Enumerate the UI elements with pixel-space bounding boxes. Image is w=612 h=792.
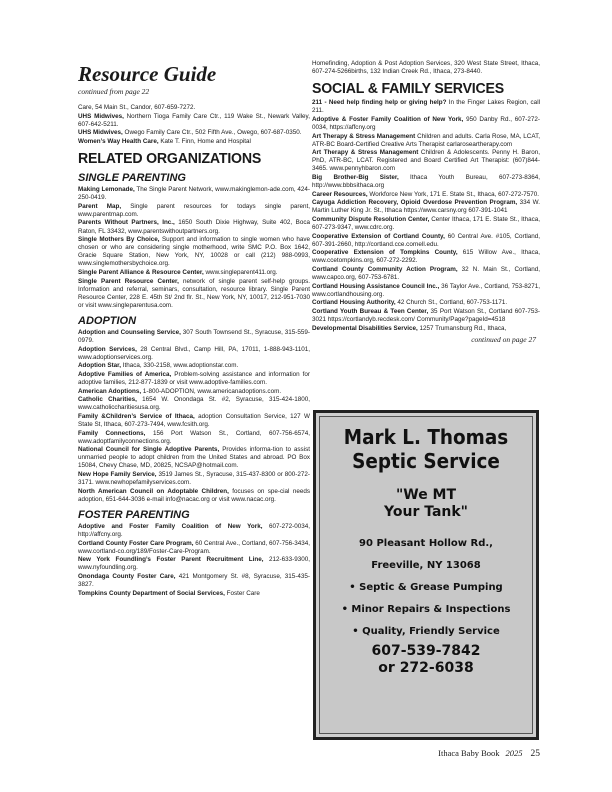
resource-entry — [312, 199, 540, 215]
resource-entry — [78, 446, 310, 470]
ad-phone-secondary: or 272-6038 — [378, 660, 474, 676]
resource-entry-name: Single Parent Alliance & Resource Center, — [78, 269, 204, 276]
resource-entry-details: 607-272-0034, http://affcny.org. — [78, 522, 311, 539]
resource-entry-details: Children and adults. Carla Rose, MA, LCAT, ATR-BC Board-Certified Creative Arts Therapist carlaroseartherapy.com — [312, 132, 540, 148]
resource-entry — [312, 60, 540, 76]
ad-bullet-quality: • Quality, Friendly Service — [352, 626, 500, 637]
resource-entry-details: 212-633-9300, www.nyfoundling.org. — [78, 556, 310, 572]
resource-entry-name: New Hope Family Service, — [78, 471, 157, 479]
resource-entry-name: Adoptive & Foster Family Coalition of New York, — [312, 115, 464, 123]
page-footer — [380, 748, 540, 759]
resource-entry — [78, 269, 310, 277]
resource-entry-details: 42 Church St., Cortland, 607-753-1171. — [395, 299, 508, 307]
resource-entry-name: Art Therapy & Stress Management — [312, 149, 419, 157]
ad-inner-panel — [319, 416, 533, 734]
resource-entry-name: Cortland County Community Action Program, — [312, 266, 458, 274]
resource-entry-name: North American Council on Adoptable Children, — [78, 487, 229, 495]
page-number: 25 — [530, 749, 540, 759]
resource-entry-name: Cooperative Extension of Tompkins County, — [312, 249, 458, 257]
resource-entry — [312, 249, 540, 265]
ad-city: Freeville, NY 13068 — [371, 560, 481, 571]
resource-entry-name: Family Connections, — [78, 429, 146, 437]
adoption-heading: ADOPTION — [78, 314, 137, 327]
resource-entry-name: National Council for Single Adoptive Parents, — [78, 446, 220, 454]
resource-entry — [78, 413, 310, 429]
resource-entry-name: Cortland County Foster Care Program, — [78, 539, 194, 547]
resource-entry-name: Parents Without Partners, Inc., — [78, 219, 175, 227]
resource-entry — [312, 149, 540, 173]
resource-entry-name: Adoptive and Foster Family Coalition of New York, — [78, 522, 263, 530]
resource-entry-details: www.singleparent411.org. — [203, 269, 278, 276]
left-top-entries — [78, 104, 310, 146]
single-parenting-heading: SINGLE PARENTING — [78, 172, 186, 185]
resource-entry-name: Adoptive Families of America, — [78, 370, 172, 378]
resource-entry-name: UHS Midwives, — [78, 112, 124, 120]
resource-entry-details: Problem-solving assistance and information for adoptive families, 212-877-1839 or visit www.adoptive-families.com. — [78, 370, 310, 387]
social-services-list — [312, 99, 540, 333]
resource-entry — [78, 523, 310, 539]
resource-entry-details: 28 Central Blvd., Camp Hill, PA, 17011, 1-888-943-1101, www.adoptionservices.org. — [78, 345, 310, 361]
resource-entry-name: 211 - Need help finding help or giving help? — [312, 99, 447, 107]
resource-entry — [78, 113, 310, 129]
resource-entry — [78, 471, 310, 487]
resource-entry-details: Support and information to single women who have chosen or who are considering single motherhood, write SMC P.O. Box 1642, Gracie Square Station, New York, NY, 10028 or call (212) 988-0993, www.singlemothersbychoice.org. — [78, 236, 310, 268]
resource-entry-name: Cayuga Addiction Recovery, Opioid Overdose Prevention Program, — [312, 199, 518, 207]
ad-bullet-repairs: • Minor Repairs & Inspections — [341, 604, 511, 615]
resource-entry — [78, 203, 310, 219]
resource-entry — [312, 116, 540, 132]
ad-phone-primary: 607-539-7842 — [371, 643, 481, 659]
resource-entry-details: Provides informa-tion to assist unmarried people to adopt children from the United States and abroad. PO Box 15084, Chevy Chase, MD, 20825, NCSAP@hotmail.com. — [78, 446, 311, 470]
resource-entry-details: 3519 James St., Syracuse, 315-437-8300 or 800-272-3171. www.newhopefamilyservices.com. — [78, 471, 310, 487]
right-column — [312, 60, 540, 344]
resource-entry-name: Cooperative Extension of Cortland County, — [312, 232, 445, 240]
resource-entry — [312, 325, 540, 333]
resource-entry-details: Ithaca, 330-2158, www.adoptionstar.com. — [121, 362, 239, 370]
resource-entry — [78, 388, 310, 396]
adoption-list — [78, 329, 310, 504]
resource-entry — [78, 556, 310, 572]
resource-entry-name: Cortland Housing Authority, — [312, 299, 396, 307]
right-top-entries — [312, 60, 540, 76]
resource-entry-details: 1-800-ADOPTION, www.americanadoptions.com. — [141, 387, 282, 395]
resource-entry-details: network of single parent self-help groups. Information and referral, seminars, consultation, resource library. Single Parent Resource Center, 228 E. 45th St/ 2nd flr. St., New York, NY, 10017, 212-951-7030 or visit www.singleparentusa.com. — [78, 277, 310, 309]
social-family-services-heading: SOCIAL & FAMILY SERVICES — [312, 80, 505, 98]
resource-entry-details: 307 South Townsend St., Syracuse, 315-559-0979. — [78, 328, 310, 345]
resource-entry — [312, 283, 540, 299]
resource-entry — [78, 278, 310, 310]
resource-entry-name: Cortland Housing Assistance Council Inc., — [312, 282, 440, 290]
resource-entry-name: Women’s Way Health Care, — [78, 137, 159, 145]
resource-entry — [78, 430, 310, 446]
resource-entry-name: Adoption Services, — [78, 345, 137, 353]
resource-entry-details: Ithaca Youth Bureau, 607-273-8364, http://www.bbbsithaca.org — [312, 174, 540, 190]
foster-parenting-heading: FOSTER PARENTING — [78, 508, 190, 521]
resource-entry — [78, 219, 310, 235]
resource-entry-details: 36 Taylor Ave., Cortland, 753-8271, www.cortlandhousing.org. — [312, 282, 540, 298]
resource-entry-name: Adoption Star, — [78, 362, 122, 370]
resource-entry — [78, 362, 310, 370]
resource-entry — [78, 371, 310, 387]
resource-entry-name: Adoption and Counseling Service, — [78, 328, 181, 336]
resource-entry — [312, 216, 540, 232]
resource-entry-name: Tompkins County Department of Social Services, — [78, 589, 225, 597]
resource-entry-name: New York Foundling’s Foster Parent Recruitment Line, — [78, 556, 264, 564]
resource-entry-details: 950 Danby Rd., 607-272-0034, https://affcny.org — [312, 115, 540, 131]
footer-year: 2025 — [505, 748, 523, 758]
resource-entry-name: Onondaga County Foster Care, — [78, 573, 176, 580]
resource-entry — [78, 488, 310, 504]
resource-entry-name: Catholic Charities, — [78, 396, 137, 404]
resource-entry-name: Art Therapy & Stress Management — [312, 132, 416, 140]
resource-entry-details: Center Ithaca, 171 E. State St., Ithaca, 607-273-9347, www.cdrc.org. — [312, 216, 540, 232]
resource-entry-details: 32 N. Main St., Cortland, www.capco.org, 607-753-6781. — [312, 266, 540, 282]
resource-entry — [312, 299, 540, 307]
resource-entry-name: Single Mothers By Choice, — [78, 236, 160, 244]
resource-entry-details: 1650 South Dixie Highway, Suite 402, Boca Raton, FL 33432, www.parentswithoutpartners.org. — [78, 219, 310, 235]
resource-entry-name: Making Lemonade, — [78, 186, 135, 194]
resource-entry-details: Single parent resources for todays single parent, www.parentmap.com. — [78, 202, 310, 218]
page-title: Resource Guide — [78, 62, 217, 86]
resource-entry — [312, 266, 540, 282]
resource-entry-name: UHS Midwives, — [78, 129, 123, 137]
continued-on-note: continued on page 27 — [471, 334, 536, 344]
resource-entry — [312, 191, 540, 199]
resource-entry-name: Community Dispute Resolution Center, — [312, 216, 430, 223]
resource-entry — [312, 174, 540, 190]
resource-entry — [78, 138, 310, 146]
resource-entry-details: 60 Central Ave. #105, Cortland, 607-391-2660, http://cortland.cce.cornell.edu. — [312, 232, 541, 248]
resource-entry-details: 421 Montgomery St. #8, Syracuse, 315-435-3827. — [78, 573, 310, 589]
resource-entry-details: Foster Care — [224, 589, 260, 597]
resource-entry-details: 1257 Trumansburg Rd., Ithaca, — [417, 324, 507, 332]
resource-entry-name: Single Parent Resource Center, — [78, 277, 179, 285]
continued-from-note: continued from page 22 — [78, 87, 150, 96]
resource-entry-name: Parent Map, — [78, 202, 122, 210]
resource-entry-details: 156 Port Watson St., Cortland, 607-756-6574, www.adoptfamilyconnections.org. — [78, 429, 310, 445]
footer-book-title: Ithaca Baby Book — [438, 748, 500, 758]
ad-service-title: Septic Service — [352, 449, 500, 473]
resource-entry — [78, 236, 310, 268]
resource-entry-details: focuses on spe-cial needs adoption, 651-644-3036 e-mail info@nacac.org or visit www.nacac.org. — [78, 487, 310, 503]
resource-entry-name: American Adoptions, — [78, 387, 142, 395]
resource-entry — [78, 396, 310, 412]
resource-entry-details: The Single Parent Network, www.makinglemon-ade.com, 424-250-0419. — [78, 186, 310, 202]
resource-entry-details: adoption Consultation Service, 127 W State St, Ithaca, 607-273-7494, www.fcsith.org. — [78, 412, 310, 428]
resource-entry — [78, 346, 310, 362]
resource-entry-details: Northern Tioga Family Care Ctr., 119 Wake St., Newark Valley, 607-642-5211. — [78, 112, 310, 128]
resource-entry-details: Children & Adolescents. Penny H. Baron, PhD, ATR-BC, LCAT. Registered and Board Certified Art Therapist: (607)844-3465. www.pennyhbaron.com — [312, 149, 540, 173]
ad-slogan-line-1: "We MT — [395, 487, 457, 503]
resource-entry — [312, 133, 540, 149]
resource-entry — [312, 233, 540, 249]
foster-parenting-list — [78, 523, 310, 598]
single-parenting-list — [78, 186, 310, 310]
resource-entry-name: Cortland Youth Bureau & Teen Center, — [312, 308, 429, 316]
resource-entry-details: In the Finger Lakes Region, call 211. — [312, 99, 540, 115]
resource-entry — [78, 573, 310, 589]
resource-entry-details: 35 Port Watson St., Cortland 607-753-3021 https://cortlandyb.recdesk.com/ Community/Page?pageId=4518 — [312, 308, 540, 324]
resource-entry — [78, 329, 310, 345]
resource-entry-details: 60 Central Ave., Cortland, 607-756-3434, www.cortland-co.org/189/Foster-Care-Program. — [78, 539, 310, 555]
resource-entry — [78, 104, 310, 112]
resource-entry-details: Kate T. Finn, Home and Hospital — [158, 137, 251, 145]
septic-service-advertisement — [313, 410, 539, 740]
resource-entry-name: Big Brother-Big Sister, — [312, 174, 399, 182]
resource-entry-details: Workforce New York, 171 E. State St., Ithaca, 607-272-7570. — [367, 190, 540, 198]
resource-entry-details: Owego Family Care Ctr., 502 Fifth Ave., Owego, 607-687-0350. — [122, 129, 302, 137]
ad-address: 90 Pleasant Hollow Rd., — [359, 538, 493, 549]
resource-entry-details: 1654 W. Onondaga St. #2, Syracuse, 315-424-1800, www.catholiccharitiesusa.org. — [78, 396, 310, 412]
resource-entry-details: 615 Willow Ave., Ithaca, www.ccetompkins.org, 607-272-2292. — [312, 249, 540, 265]
related-organizations-heading: RELATED ORGANIZATIONS — [78, 150, 262, 168]
resource-entry — [78, 590, 310, 598]
resource-entry-details: 334 W. Martin Luther King Jr. St., Ithaca https://www.carsny.org 607-391-1041 — [312, 199, 540, 215]
resource-entry-name: Developmental Disabilities Service, — [312, 324, 418, 332]
resource-entry-name: Family &Children’s Service of Ithaca, — [78, 412, 195, 420]
ad-business-name: Mark L. Thomas — [343, 425, 509, 449]
left-column — [78, 62, 310, 598]
resource-entry-details: Care, 54 Main St., Candor, 607-659-7272. — [78, 104, 196, 112]
resource-entry — [312, 308, 540, 324]
resource-entry — [312, 99, 540, 115]
resource-entry — [78, 129, 310, 137]
resource-entry — [78, 540, 310, 556]
resource-entry-details: Homefinding, Adoption & Post Adoption Services, 320 West State Street, Ithaca, 607-274-5266births, 132 Indian Creek Rd., Ithaca, 273-8440. — [312, 60, 540, 76]
ad-bullet-pumping: • Septic & Grease Pumping — [349, 582, 503, 593]
resource-entry — [78, 186, 310, 202]
ad-slogan-line-2: Your Tank" — [384, 504, 468, 520]
resource-entry-name: Career Resources, — [312, 190, 368, 198]
